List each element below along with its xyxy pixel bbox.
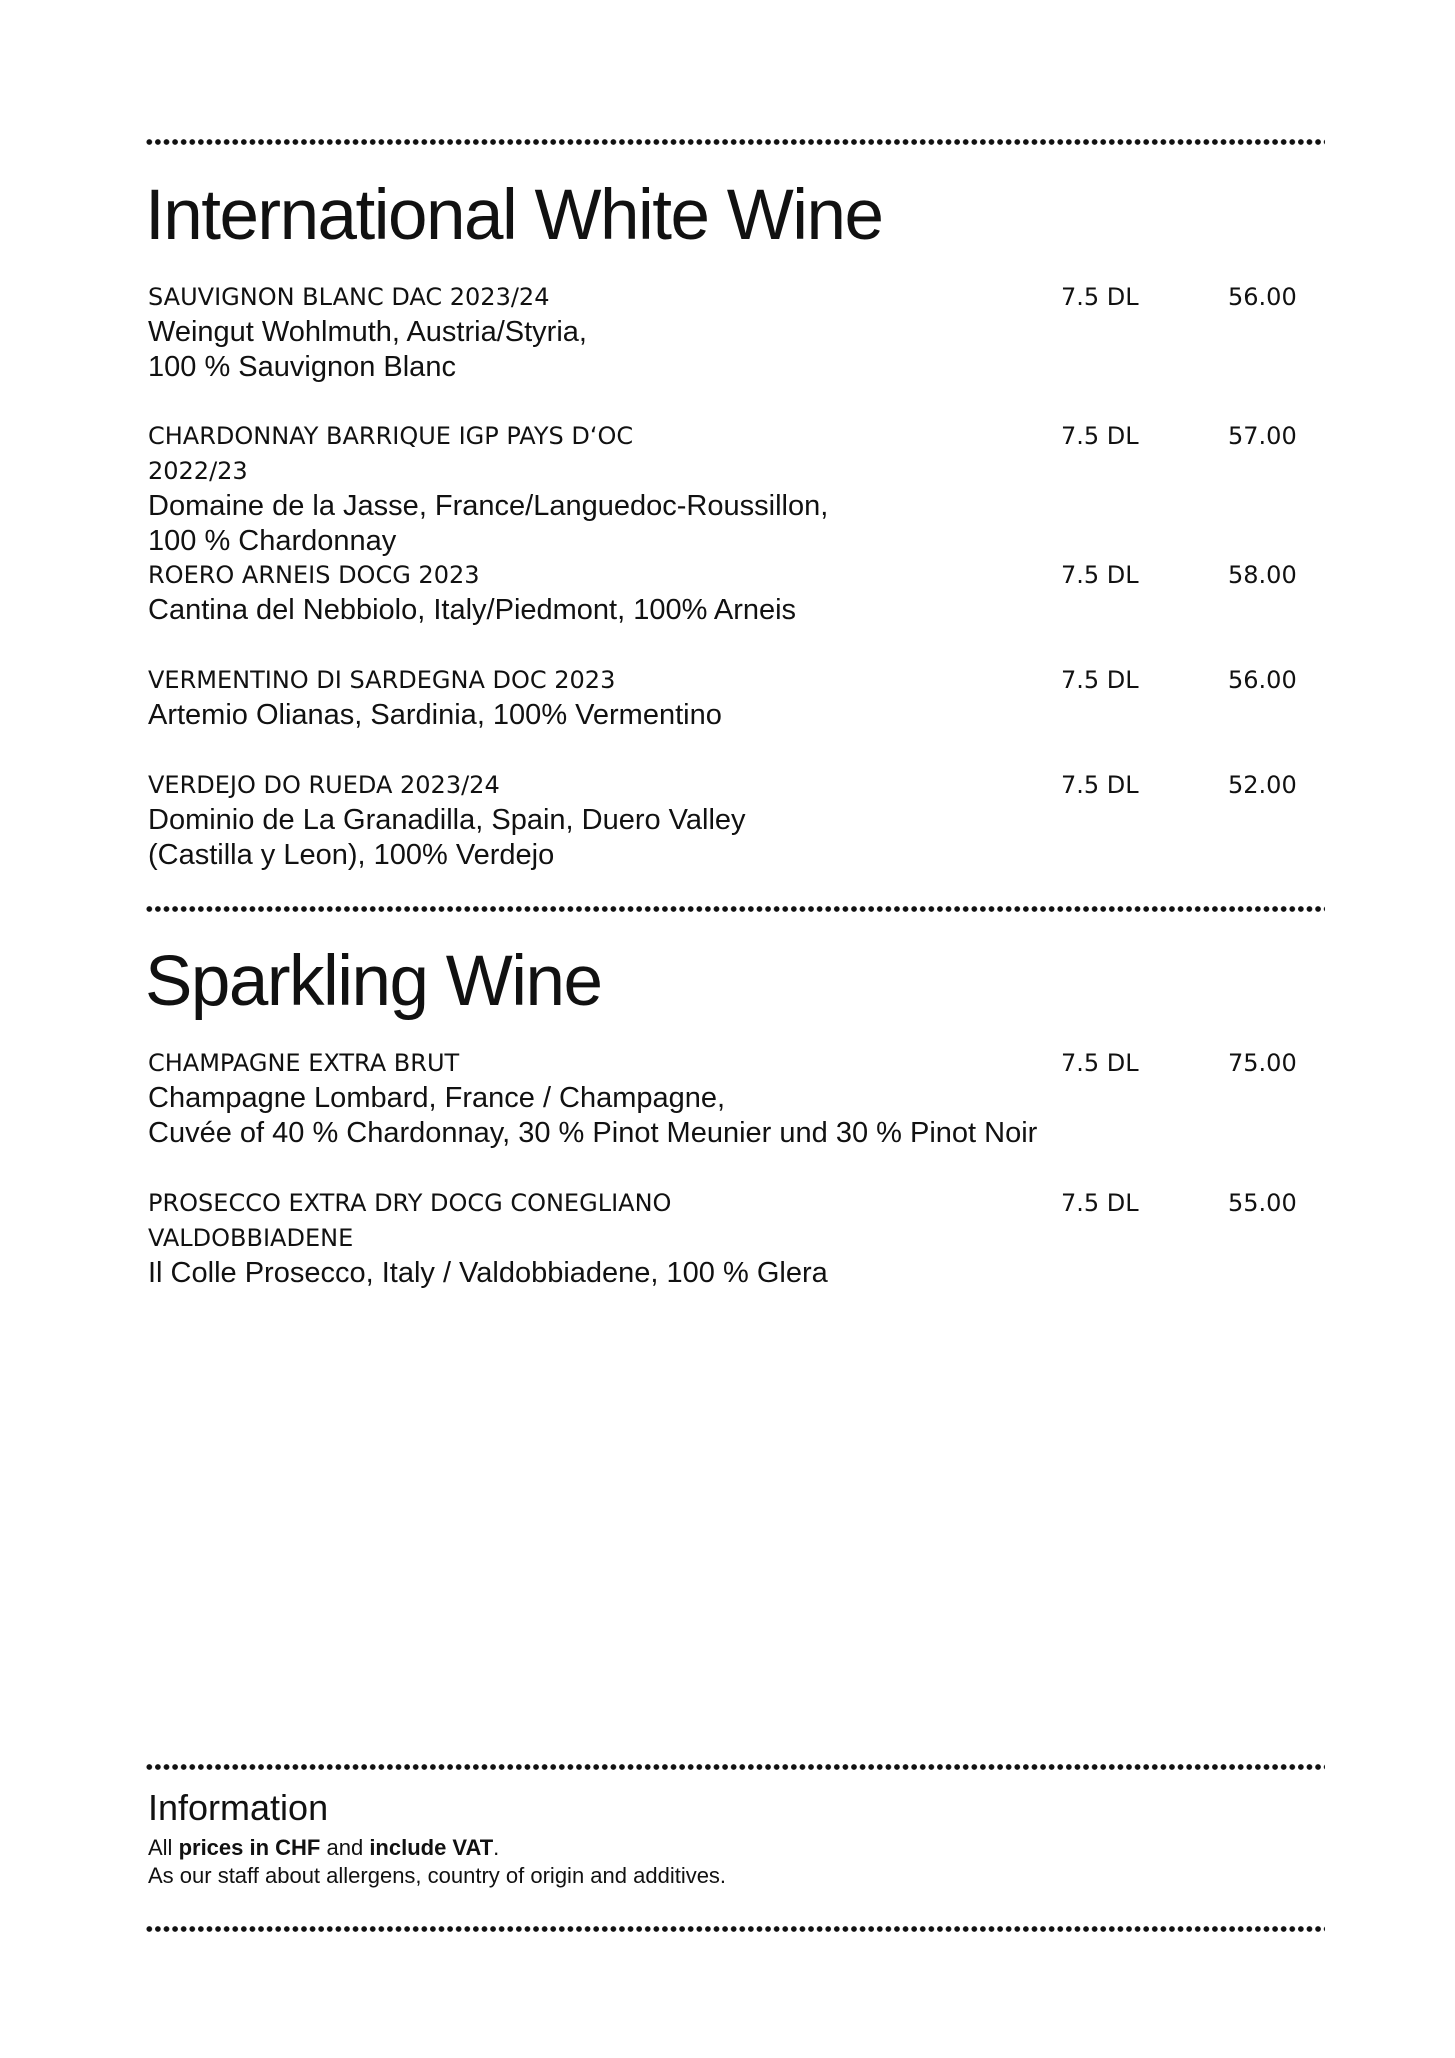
info-line-allergens: As our staff about allergens, country of origin and additives. — [148, 1863, 727, 1888]
wine-item — [148, 280, 1298, 385]
wine-volume: 7.5 DL — [1061, 1049, 1139, 1077]
wine-volume: 7.5 DL — [1061, 561, 1139, 589]
wine-price: 52.00 — [1228, 771, 1297, 799]
wine-item — [148, 663, 1298, 733]
wine-name: VERMENTINO DI SARDEGNA DOC 2023 — [148, 666, 616, 694]
info-bold: prices in CHF — [178, 1835, 321, 1860]
wine-name: CHAMPAGNE EXTRA BRUT — [148, 1049, 460, 1077]
wine-item — [148, 419, 1298, 559]
wine-description: 100 % Sauvignon Blanc — [148, 351, 456, 383]
wine-description: (Castilla y Leon), 100% Verdejo — [148, 839, 555, 871]
wine-description: Weingut Wohlmuth, Austria/Styria, — [148, 316, 587, 348]
wine-volume: 7.5 DL — [1061, 1189, 1139, 1217]
wine-volume: 7.5 DL — [1061, 771, 1139, 799]
wine-volume: 7.5 DL — [1061, 422, 1139, 450]
dotted-divider — [145, 906, 1325, 912]
dotted-divider — [145, 139, 1325, 145]
info-text: and — [320, 1835, 370, 1860]
info-title: Information — [148, 1787, 329, 1828]
wine-volume: 7.5 DL — [1061, 283, 1139, 311]
wine-name: PROSECCO EXTRA DRY DOCG CONEGLIANO VALDOBBIADENE — [148, 1189, 672, 1252]
info-bold: include VAT — [369, 1835, 494, 1860]
dotted-divider — [145, 1926, 1325, 1932]
wine-price: 58.00 — [1228, 561, 1297, 589]
section-title-white-wine: International White Wine — [145, 176, 883, 255]
wine-name: VERDEJO DO RUEDA 2023/24 — [148, 771, 500, 799]
wine-description: 100 % Chardonnay — [148, 525, 397, 557]
info-text: All — [148, 1835, 179, 1860]
dotted-divider — [145, 1764, 1325, 1770]
wine-price: 57.00 — [1228, 422, 1297, 450]
section-title-sparkling-wine: Sparkling Wine — [145, 942, 602, 1021]
wine-item — [148, 558, 1298, 628]
wine-price: 56.00 — [1228, 283, 1297, 311]
wine-description: Artemio Olianas, Sardinia, 100% Vermentino — [148, 699, 722, 731]
wine-item — [148, 1046, 1298, 1151]
wine-description: Dominio de La Granadilla, Spain, Duero Valley — [148, 804, 746, 836]
wine-name: SAUVIGNON BLANC DAC 2023/24 — [148, 283, 550, 311]
wine-name: CHARDONNAY BARRIQUE IGP PAYS D‘OC 2022/23 — [148, 422, 634, 485]
wine-description: Cantina del Nebbiolo, Italy/Piedmont, 100% Arneis — [148, 594, 797, 626]
wine-price: 55.00 — [1228, 1189, 1297, 1217]
wine-price: 56.00 — [1228, 666, 1297, 694]
wine-item — [148, 1186, 1298, 1291]
wine-price: 75.00 — [1228, 1049, 1297, 1077]
wine-volume: 7.5 DL — [1061, 666, 1139, 694]
wine-description: Il Colle Prosecco, Italy / Valdobbiadene, 100 % Glera — [148, 1257, 828, 1289]
info-text: . — [493, 1835, 500, 1860]
wine-description: Champagne Lombard, France / Champagne, — [148, 1082, 726, 1114]
wine-description: Domaine de la Jasse, France/Languedoc-Roussillon, — [148, 490, 829, 522]
wine-description: Cuvée of 40 % Chardonnay, 30 % Pinot Meunier und 30 % Pinot Noir — [148, 1117, 1038, 1149]
wine-name: ROERO ARNEIS DOCG 2023 — [148, 561, 480, 589]
info-line-prices — [148, 1834, 499, 1862]
wine-item — [148, 768, 1298, 873]
